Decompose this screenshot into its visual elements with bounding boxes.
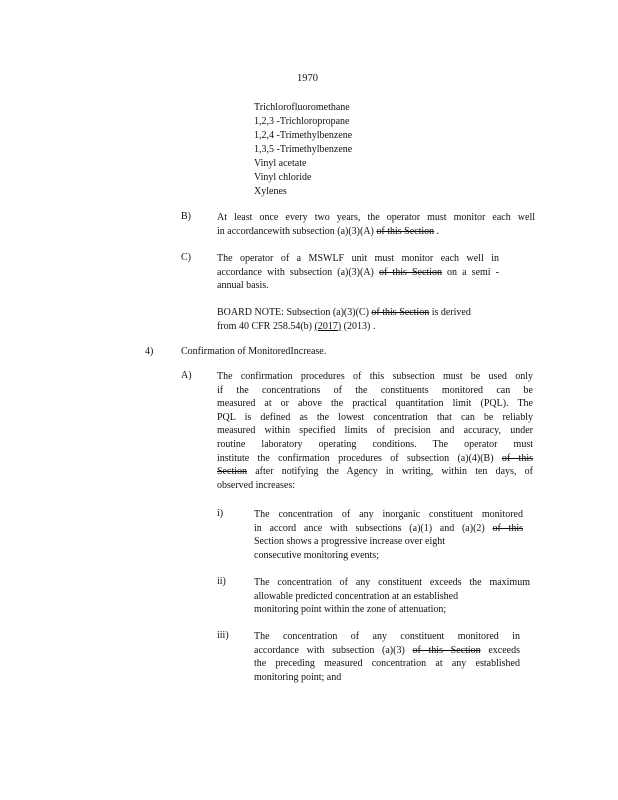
sub-ii-line: allowable predicted concentration at an established [254, 590, 459, 602]
item-a-line [217, 452, 533, 466]
sub-i-line [254, 522, 523, 536]
deleted-text: of this Section [378, 266, 442, 278]
text-run: after notifying the Agency in writing, within ten days, of [247, 466, 533, 478]
item-a-line: routine laboratory operating conditions. The operator must [217, 438, 533, 450]
item-a-line: The confirmation procedures of this subsection must be used only [217, 371, 533, 382]
item-b-text [217, 211, 535, 238]
item-b-label: B) [181, 211, 191, 222]
text-run: accordance with subsection (a)(3) [254, 644, 413, 656]
sub-i-text [254, 508, 523, 562]
text-run: exceeds [480, 644, 520, 656]
list-item: Vinyl chloride [254, 172, 312, 183]
item-c-label: C) [181, 252, 191, 263]
board-note [217, 306, 517, 333]
sub-ii-label: ii) [217, 576, 226, 587]
page-number: 1970 [297, 73, 318, 84]
sub-i-line: The concentration of any inorganic constituent monitored [254, 509, 523, 520]
sub-iii-line: monitoring point; and [254, 671, 342, 683]
sub-iii-label: iii) [217, 630, 229, 641]
sub-iii-line [254, 644, 520, 658]
item-4-title: Confirmation of MonitoredIncrease. [181, 346, 327, 357]
item-a-line: if the concentrations of the constituents monitored can be [217, 384, 533, 396]
sub-i-line: consecutive monitoring events; [254, 549, 379, 561]
item-b-line-1: At least once every two years, the operator must monitor each well [217, 212, 535, 223]
board-note-line-1 [217, 306, 517, 320]
chemical-list [254, 101, 352, 199]
deleted-text: of this [501, 452, 533, 464]
item-c-line-1: The operator of a MSWLF unit must monitor each well in [217, 253, 499, 264]
text-run: is derived [429, 307, 471, 318]
deleted-text: of this Section [376, 225, 435, 237]
list-item: Vinyl acetate [254, 158, 307, 169]
text-run: from 40 CFR 258.54(b) [217, 320, 315, 332]
sub-ii-line: The concentration of any constituent exceeds the maximum [254, 577, 530, 588]
list-item: 1,2,3 -Trichloropropane [254, 116, 350, 127]
list-item: Xylenes [254, 186, 287, 197]
text-run: on a semi - [441, 266, 499, 278]
sub-ii-line: monitoring point within the zone of attenuation; [254, 604, 447, 616]
item-a-line: measured at or above the practical quantitation limit (PQL). The [217, 398, 533, 410]
sub-ii-text [254, 576, 530, 617]
sub-i-label: i) [217, 508, 224, 519]
item-c-text [217, 252, 499, 293]
list-item: Trichlorofluoromethane [254, 102, 350, 113]
deleted-text: of this Section [412, 644, 481, 656]
item-c-line-3: annual basis. [217, 280, 269, 292]
deleted-text: of this Section [371, 307, 430, 318]
text-run: accordance with subsection (a)(3)(A) [217, 266, 379, 278]
text-run: (2013) . [341, 320, 376, 332]
deleted-text: Section [217, 466, 247, 478]
sub-iii-line: the preceding measured concentration at any established [254, 658, 520, 670]
sub-iii-line: The concentration of any constituent monitored in [254, 631, 520, 642]
item-c-line-2 [217, 266, 499, 280]
item-a-label: A) [181, 370, 192, 381]
text-run: in accord ance with subsections (a)(1) and (a)(2) [254, 522, 493, 534]
text-run: institute the confirmation procedures of subsection (a)(4)(B) [217, 452, 502, 464]
board-note-line-2 [217, 320, 517, 334]
text-run: BOARD NOTE: Subsection (a)(3)(C) [217, 307, 372, 318]
list-item: 1,2,4 -Trimethylbenzene [254, 130, 353, 141]
item-a-line: observed increases: [217, 479, 296, 491]
item-4-label: 4) [145, 346, 154, 357]
item-a-line: PQL is defined as the lowest concentration that can be reliably [217, 411, 533, 423]
deleted-text: of this [492, 522, 523, 534]
item-a-line [217, 465, 533, 479]
text-run: . [434, 225, 440, 237]
item-a-line: measured within specified limits of precision and accuracy, under [217, 425, 533, 437]
sub-i-line: Section shows a progressive increase over eight [254, 536, 446, 548]
inserted-text: (2017) [314, 320, 342, 332]
item-b-line-2 [217, 225, 535, 239]
item-a-text [217, 370, 533, 492]
list-item: 1,3,5 -Trimethylbenzene [254, 144, 353, 155]
sub-iii-text [254, 630, 520, 684]
text-run: in accordancewith subsection (a)(3)(A) [217, 225, 377, 237]
